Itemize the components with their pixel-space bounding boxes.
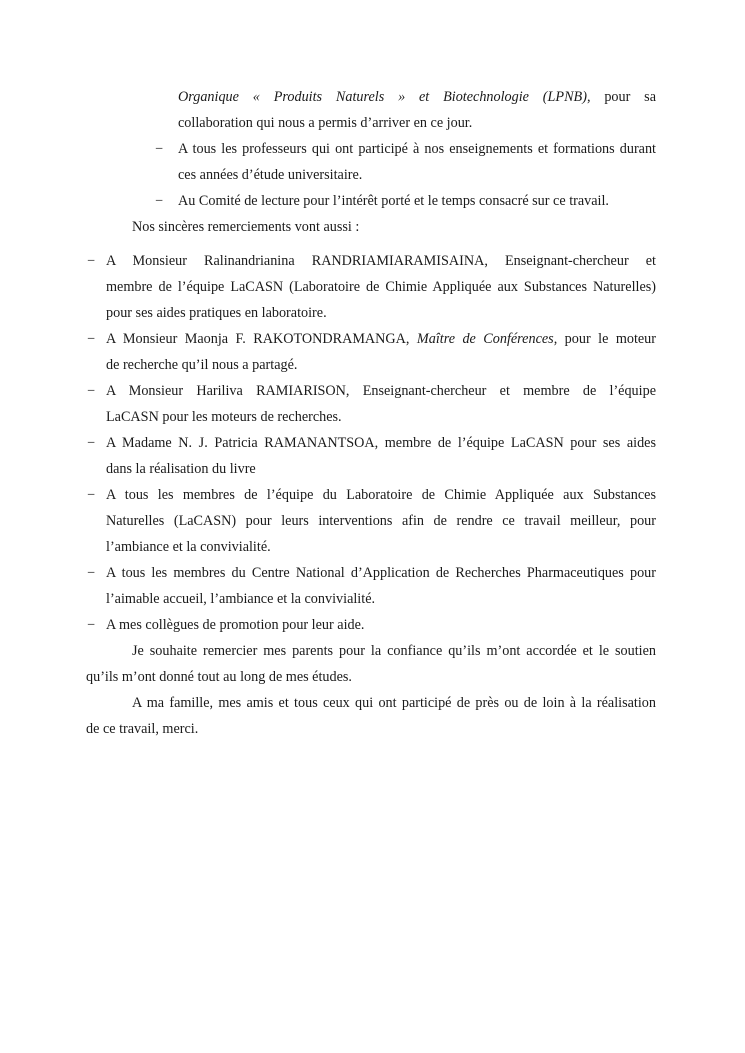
professeurs-line-2: ces années d’étude universitaire. xyxy=(178,167,363,183)
list-item-line: l’aimable accueil, l’ambiance et la convivialité. xyxy=(106,591,376,607)
lpnb-line-1-end: , pour sa xyxy=(586,89,656,105)
list-item-line: LaCASN pour les moteurs de recherches. xyxy=(106,409,342,425)
list-dash-marker: − xyxy=(86,253,95,269)
list-item-text: A Monsieur Maonja F. RAKOTONDRAMANGA, xyxy=(106,331,417,347)
list-dash-marker: − xyxy=(86,435,95,451)
professeurs-line-1: A tous les professeurs qui ont participé à nos enseignements et formations durant xyxy=(178,141,656,157)
list-dash-marker: − xyxy=(86,617,95,633)
list-item-line: membre de l’équipe LaCASN (Laboratoire de Chimie Appliquée aux Substances Naturelles) xyxy=(106,279,656,295)
lpnb-line-1 xyxy=(178,88,656,106)
famille-paragraph-line-1: A ma famille, mes amis et tous ceux qui ont participé de près ou de loin à la réalisation xyxy=(132,695,656,711)
list-item-line xyxy=(106,330,656,348)
list-dash-marker: − xyxy=(154,193,163,209)
list-item-line: dans la réalisation du livre xyxy=(106,461,256,477)
list-dash-marker: − xyxy=(154,141,163,157)
list-dash-marker: − xyxy=(86,331,95,347)
list-item-line: de recherche qu’il nous a partagé. xyxy=(106,357,298,373)
famille-paragraph-line-2: de ce travail, merci. xyxy=(86,721,199,737)
list-dash-marker: − xyxy=(86,487,95,503)
list-item-text: , pour le moteur xyxy=(553,331,657,347)
list-item-line: A Monsieur Hariliva RAMIARISON, Enseignant-chercheur et membre de l’équipe xyxy=(106,383,656,399)
parents-paragraph-line-1: Je souhaite remercier mes parents pour la confiance qu’ils m’ont accordée et le soutien xyxy=(132,643,656,659)
list-item-line: A Monsieur Ralinandrianina RANDRIAMIARAMISAINA, Enseignant-chercheur et xyxy=(106,253,656,269)
list-item-line: A tous les membres du Centre National d’Application de Recherches Pharmaceutiques pour xyxy=(106,565,656,581)
list-dash-marker: − xyxy=(86,565,95,581)
intro-aussi: Nos sincères remerciements vont aussi : xyxy=(132,219,360,235)
list-item-line: l’ambiance et la convivialité. xyxy=(106,539,271,555)
lpnb-italic-name: Organique « Produits Naturels » et Biotechnologie (LPNB) xyxy=(178,89,587,105)
parents-paragraph-line-2: qu’ils m’ont donné tout au long de mes études. xyxy=(86,669,352,685)
comite-line-1: Au Comité de lecture pour l’intérêt porté et le temps consacré sur ce travail. xyxy=(178,193,609,209)
list-item-line: A mes collègues de promotion pour leur aide. xyxy=(106,617,365,633)
lpnb-line-2: collaboration qui nous a permis d’arriver en ce jour. xyxy=(178,115,473,131)
list-item-line: Naturelles (LaCASN) pour leurs interventions afin de rendre ce travail meilleur, pour xyxy=(106,513,656,529)
list-item-line: A Madame N. J. Patricia RAMANANTSOA, membre de l’équipe LaCASN pour ses aides xyxy=(106,435,656,451)
list-dash-marker: − xyxy=(86,383,95,399)
list-item-line: A tous les membres de l’équipe du Laboratoire de Chimie Appliquée aux Substances xyxy=(106,487,656,503)
list-item-line: pour ses aides pratiques en laboratoire. xyxy=(106,305,327,321)
italic-title: Maître de Conférences xyxy=(416,331,554,347)
